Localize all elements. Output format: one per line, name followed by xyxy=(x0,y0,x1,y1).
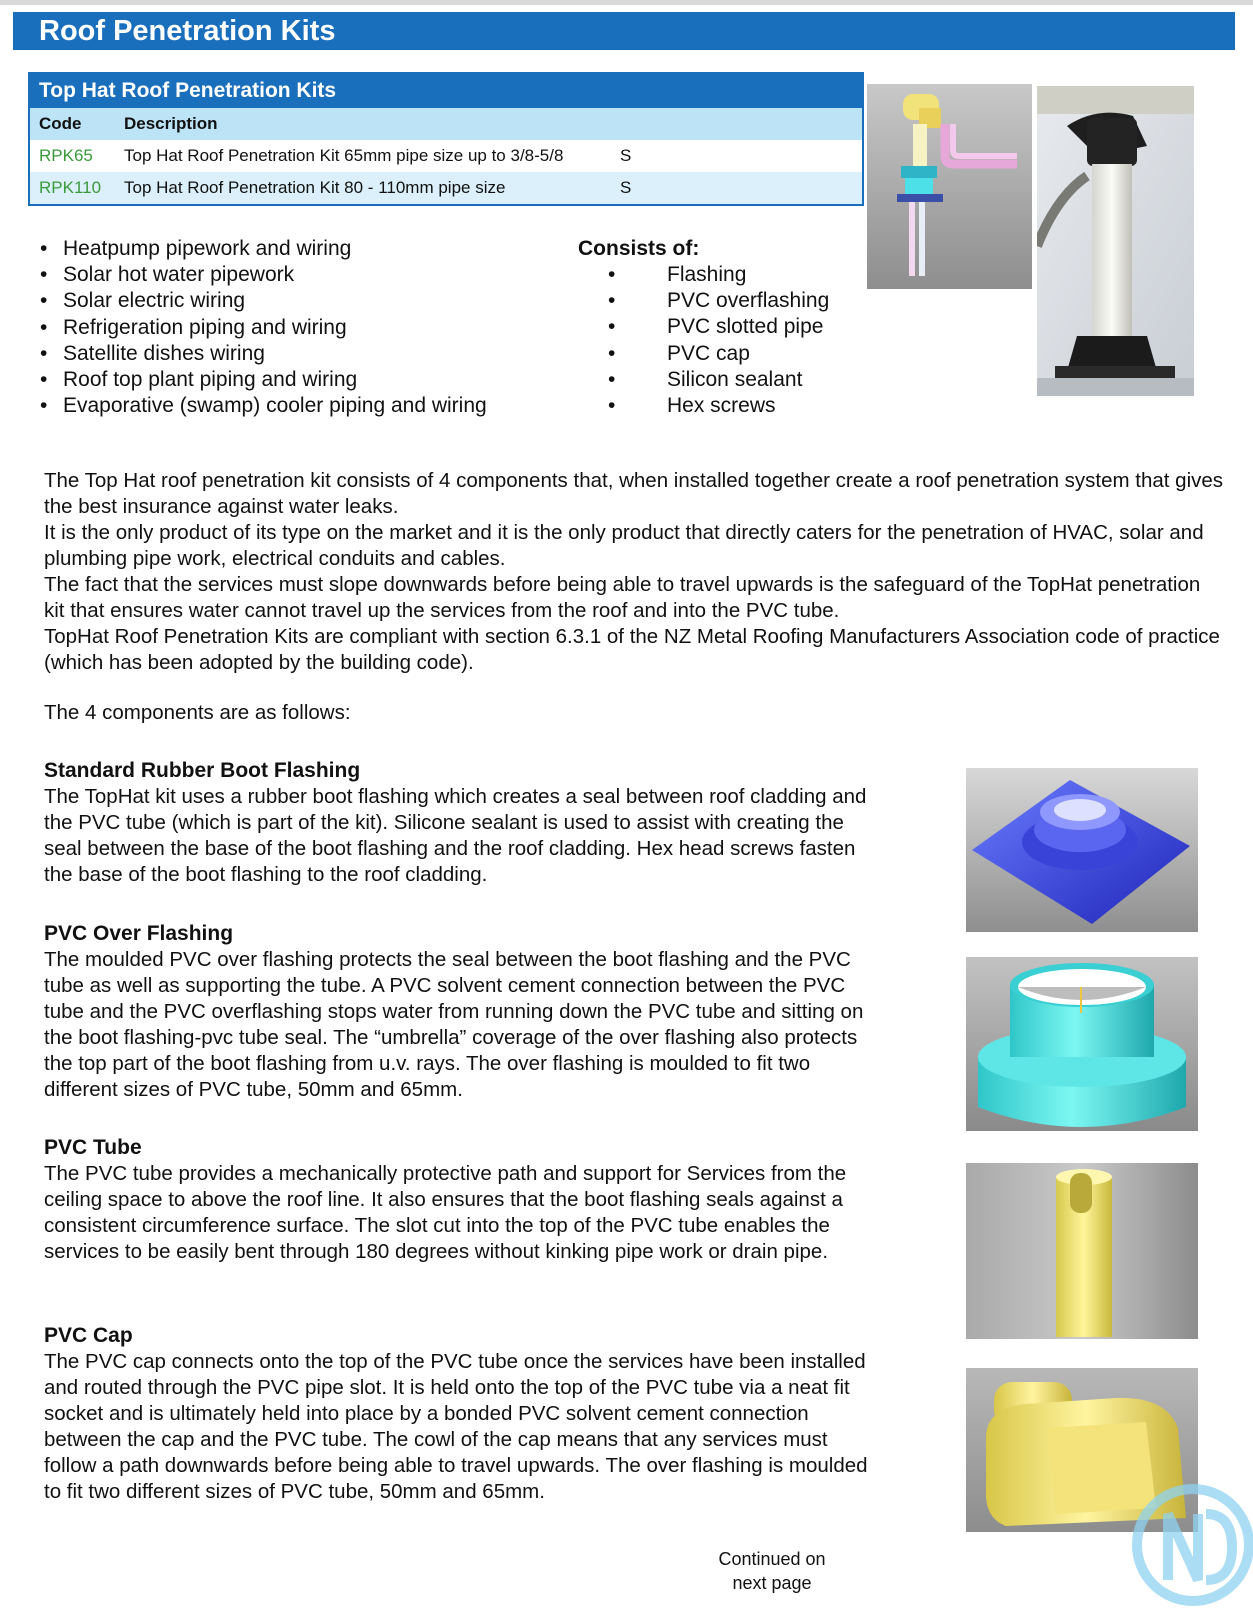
component-text: The PVC cap connects onto the top of the PVC tube once the services have been installed and routed through the PVC pipe slot. It is held onto the top of the PVC tube via a neat fit socket and is ultimately held into place by a bonded PVC solvent cement connection between the cap and the PVC tube. The cowl of the cap means that any services must follow a path downwards before being able to travel upwards. The over flashing is moulded to fit two different sizes of PVC tube, 50mm and 65mm. xyxy=(44,1350,868,1503)
component-over-flashing xyxy=(44,921,869,1103)
component-title: Standard Rubber Boot Flashing xyxy=(44,759,361,782)
kit-assembly-render xyxy=(867,84,1032,289)
intro-paragraph: It is the only product of its type on the market and it is the only product that directly caters for the penetration of HVAC, solar and plumbing pipe work, electrical conduits and cables. xyxy=(44,521,1204,570)
nd-logo-watermark xyxy=(1128,1480,1253,1610)
row-flag: S xyxy=(620,178,632,197)
boot-flashing-render xyxy=(966,768,1198,932)
list-item: • Flashing xyxy=(606,262,829,288)
list-item: • Solar hot water pipework xyxy=(40,262,487,288)
row-description: Top Hat Roof Penetration Kit 65mm pipe size up to 3/8-5/8 xyxy=(124,146,564,165)
list-item: • PVC slotted pipe xyxy=(606,314,829,340)
applications-list xyxy=(40,236,487,419)
intro-paragraph: TopHat Roof Penetration Kits are compliant with section 6.3.1 of the NZ Metal Roofing Manufacturers Association code of practice (which has been adopted by the building code). xyxy=(44,625,1220,674)
continued-note: Continued on next page xyxy=(718,1549,826,1593)
list-item: • Silicon sealant xyxy=(606,367,829,393)
component-title: PVC Cap xyxy=(44,1324,133,1347)
table-title: Top Hat Roof Penetration Kits xyxy=(30,74,862,108)
list-item: • Solar electric wiring xyxy=(40,288,487,314)
row-code[interactable]: RPK110 xyxy=(39,178,102,197)
header-description: Description xyxy=(124,114,218,133)
pvc-tube-render xyxy=(966,1163,1198,1339)
row-code[interactable]: RPK65 xyxy=(39,146,93,165)
row-description: Top Hat Roof Penetration Kit 80 - 110mm pipe size xyxy=(124,178,506,197)
kit-table xyxy=(28,72,864,206)
installed-kit-photo xyxy=(1037,86,1194,396)
page-title: Roof Penetration Kits xyxy=(13,12,1235,50)
component-text: The TopHat kit uses a rubber boot flashing which creates a seal between roof cladding and the PVC tube (which is part of the kit). Silicone sealant is used to assist with creating the seal between the base of the boot flashing and the roof cladding. Hex head screws fasten the base of the boot flashing to the roof cladding. xyxy=(44,785,867,886)
component-text: The moulded PVC over flashing protects the seal between the boot flashing and the PVC tube as well as supporting the tube. A PVC solvent cement connection between the PVC tube and the PVC overflashing stops water from running down the PVC tube and sitting on the boot flashing-pvc tube seal. The “umbrella” coverage of the over flashing also protects the top part of the boot flashing from u.v. rays. The over flashing is moulded to fit two different sizes of PVC tube, 50mm and 65mm. xyxy=(44,948,864,1101)
header-code: Code xyxy=(39,114,82,133)
consists-list xyxy=(606,262,829,419)
list-item: • Satellite dishes wiring xyxy=(40,341,487,367)
list-item: • Refrigeration piping and wiring xyxy=(40,315,487,341)
consists-title: Consists of: xyxy=(578,237,700,260)
component-title: PVC Over Flashing xyxy=(44,922,234,945)
table-row xyxy=(30,140,862,172)
over-flashing-render xyxy=(966,957,1198,1131)
component-pvc-cap xyxy=(44,1323,869,1505)
intro-paragraph: The Top Hat roof penetration kit consists of 4 components that, when installed together create a roof penetration system that gives the best insurance against water leaks. xyxy=(44,469,1224,518)
list-item: • Heatpump pipework and wiring xyxy=(40,236,487,262)
list-item: • PVC overflashing xyxy=(606,288,829,314)
list-item: • Hex screws xyxy=(606,393,829,419)
table-row xyxy=(30,172,862,204)
intro-paragraph: The fact that the services must slope downwards before being able to travel upwards is the safeguard of the TopHat penetration kit that ensures water cannot travel up the services from the roof and into the PVC tube. xyxy=(44,573,1201,622)
components-lead: The 4 components are as follows: xyxy=(44,701,351,724)
component-pvc-tube xyxy=(44,1135,869,1265)
component-text: The PVC tube provides a mechanically protective path and support for Services from the ceiling space to above the roof line. It also ensures that the boot flashing seals against a consistent circumference surface. The slot cut into the top of the PVC tube enables the services to be easily bent through 180 degrees without kinking pipe work or drain pipe. xyxy=(44,1162,847,1263)
list-item: • PVC cap xyxy=(606,341,829,367)
table-header-row xyxy=(30,108,862,140)
top-rule xyxy=(0,0,1253,5)
intro-text xyxy=(44,468,1224,676)
list-item: • Evaporative (swamp) cooler piping and wiring xyxy=(40,393,487,419)
list-item: • Roof top plant piping and wiring xyxy=(40,367,487,393)
component-boot-flashing xyxy=(44,758,869,888)
row-flag: S xyxy=(620,146,632,165)
component-title: PVC Tube xyxy=(44,1136,142,1159)
